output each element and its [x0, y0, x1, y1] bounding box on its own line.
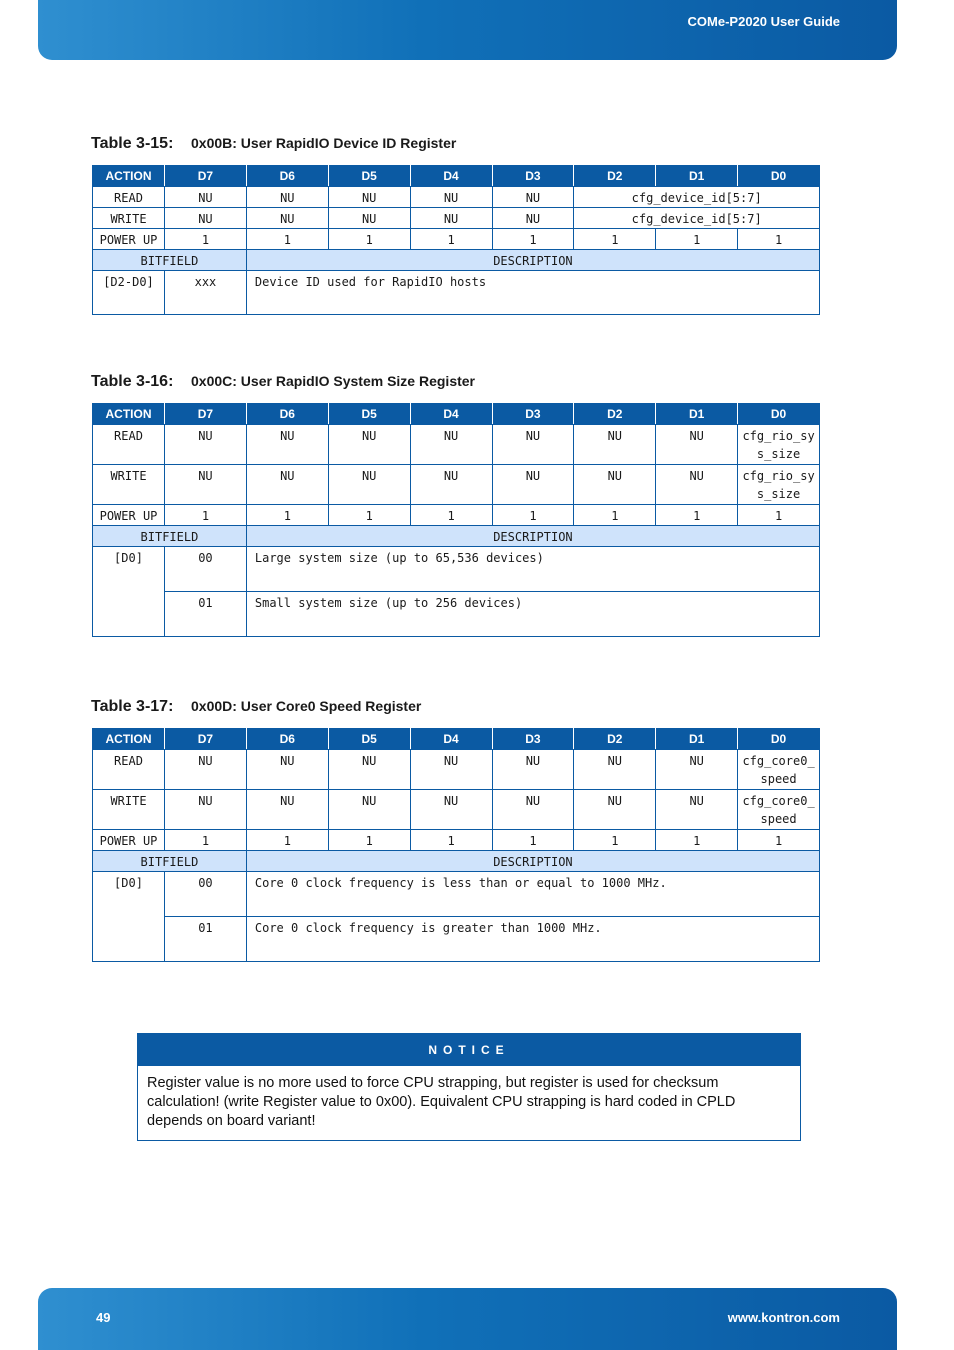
cell: WRITE: [93, 208, 165, 229]
cell: 1: [165, 505, 247, 526]
table-number: Table 3-17:: [91, 698, 174, 715]
cell: NU: [328, 750, 410, 790]
register-table-3-15: [92, 165, 820, 315]
cell: 1: [410, 229, 492, 250]
value-cell: xxx: [165, 271, 247, 315]
write-row: [93, 465, 820, 505]
cell: cfg_rio_sys_size: [738, 425, 820, 465]
bitfield-label: BITFIELD: [93, 851, 247, 872]
cell: NU: [574, 750, 656, 790]
cell: NU: [246, 425, 328, 465]
cell: 1: [656, 229, 738, 250]
cell: 1: [165, 229, 247, 250]
read-row: [93, 750, 820, 790]
register-table-3-17: [92, 728, 820, 962]
guide-title: COMe-P2020 User Guide: [687, 14, 840, 29]
cell: 1: [738, 229, 820, 250]
cell: NU: [656, 465, 738, 505]
table-number: Table 3-16:: [91, 373, 174, 390]
cell: 1: [246, 229, 328, 250]
cell: POWER UP: [93, 830, 165, 851]
description-label: DESCRIPTION: [246, 526, 819, 547]
bitfield-header-row: [93, 250, 820, 271]
cell: READ: [93, 425, 165, 465]
description-cell: Core 0 clock frequency is less than or equal to 1000 MHz.: [246, 872, 819, 917]
cell: 1: [410, 830, 492, 851]
bitfield-row: [93, 271, 820, 315]
bitfield-label: BITFIELD: [93, 250, 247, 271]
cell: NU: [574, 425, 656, 465]
cell: NU: [492, 750, 574, 790]
page-footer: [38, 1288, 897, 1350]
bitfield-row: [93, 872, 820, 917]
col-header: D0: [738, 166, 820, 187]
col-header: ACTION: [93, 404, 165, 425]
notice-body: Register value is no more used to force CPU strapping, but register is used for checksum calculation! (write Register value to 0x00). Equivalent CPU strapping is hard coded in CPLD depends on board variant!: [147, 1075, 736, 1129]
description-label: DESCRIPTION: [246, 851, 819, 872]
cell: NU: [246, 187, 328, 208]
cell: NU: [246, 750, 328, 790]
table-caption-3-15: [91, 135, 456, 153]
cell: NU: [492, 425, 574, 465]
col-header: D1: [656, 166, 738, 187]
cell: NU: [165, 425, 247, 465]
col-header: D0: [738, 729, 820, 750]
col-header: D6: [246, 404, 328, 425]
cell: POWER UP: [93, 229, 165, 250]
notice-box: [137, 1033, 801, 1141]
cell: NU: [574, 465, 656, 505]
header-row: [93, 404, 820, 425]
cell: NU: [656, 425, 738, 465]
table-caption-3-17: [91, 698, 421, 716]
cell: NU: [656, 790, 738, 830]
col-header: D3: [492, 404, 574, 425]
cell: NU: [410, 208, 492, 229]
col-header: D5: [328, 166, 410, 187]
cell: POWER UP: [93, 505, 165, 526]
description-cell: Small system size (up to 256 devices): [246, 592, 819, 637]
bitfield-cell: [D0]: [93, 872, 165, 962]
description-cell: Large system size (up to 65,536 devices): [246, 547, 819, 592]
cell: NU: [492, 187, 574, 208]
page-header: [38, 0, 897, 60]
cell: 1: [738, 505, 820, 526]
table-title: 0x00D: User Core0 Speed Register: [191, 698, 422, 714]
description-label: DESCRIPTION: [246, 250, 819, 271]
cell: NU: [410, 425, 492, 465]
cell: NU: [165, 208, 247, 229]
read-row: [93, 187, 820, 208]
cell: NU: [165, 187, 247, 208]
header-row: [93, 166, 820, 187]
cell: 1: [656, 505, 738, 526]
col-header: D0: [738, 404, 820, 425]
value-cell: 01: [165, 592, 247, 637]
cell: 1: [574, 505, 656, 526]
col-header: D4: [410, 166, 492, 187]
bitfield-header-row: [93, 851, 820, 872]
cell: NU: [328, 208, 410, 229]
table-title: 0x00C: User RapidIO System Size Register: [191, 373, 476, 389]
cell: NU: [165, 465, 247, 505]
notice-heading: NOTICE: [138, 1034, 800, 1066]
cell: cfg_core0_speed: [738, 750, 820, 790]
cell: NU: [492, 208, 574, 229]
description-cell: Core 0 clock frequency is greater than 1000 MHz.: [246, 917, 819, 962]
cell: 1: [328, 229, 410, 250]
cell: 1: [738, 830, 820, 851]
table-title: 0x00B: User RapidIO Device ID Register: [191, 135, 457, 151]
col-header: D7: [165, 404, 247, 425]
cell: 1: [574, 830, 656, 851]
power-up-row: [93, 229, 820, 250]
cell: NU: [492, 790, 574, 830]
cell: NU: [410, 750, 492, 790]
cell: NU: [246, 208, 328, 229]
cell: NU: [246, 790, 328, 830]
cell: NU: [246, 465, 328, 505]
value-cell: 00: [165, 547, 247, 592]
website-link[interactable]: www.kontron.com: [727, 1310, 840, 1325]
cell: cfg_core0_speed: [738, 790, 820, 830]
cell: 1: [492, 229, 574, 250]
col-header: D2: [574, 404, 656, 425]
table-number: Table 3-15:: [91, 135, 174, 152]
read-row: [93, 425, 820, 465]
cell: 1: [165, 830, 247, 851]
cell: NU: [328, 425, 410, 465]
cell: 1: [492, 830, 574, 851]
cell: WRITE: [93, 790, 165, 830]
cell: READ: [93, 187, 165, 208]
col-header: D2: [574, 729, 656, 750]
bitfield-row: [93, 917, 820, 962]
table-caption-3-16: [91, 373, 475, 391]
cell: NU: [410, 187, 492, 208]
cell: 1: [328, 830, 410, 851]
cell: NU: [328, 465, 410, 505]
bitfield-row: [93, 592, 820, 637]
cell: NU: [492, 465, 574, 505]
cell: cfg_device_id[5:7]: [574, 208, 820, 229]
value-cell: 01: [165, 917, 247, 962]
col-header: D4: [410, 404, 492, 425]
cell: NU: [656, 750, 738, 790]
col-header: D3: [492, 729, 574, 750]
cell: 1: [328, 505, 410, 526]
page-number: 49: [96, 1310, 111, 1325]
col-header: D2: [574, 166, 656, 187]
col-header: D1: [656, 404, 738, 425]
write-row: [93, 790, 820, 830]
bitfield-cell: [D0]: [93, 547, 165, 637]
col-header: D6: [246, 166, 328, 187]
power-up-row: [93, 505, 820, 526]
bitfield-header-row: [93, 526, 820, 547]
cell: NU: [574, 790, 656, 830]
cell: cfg_rio_sys_size: [738, 465, 820, 505]
cell: WRITE: [93, 465, 165, 505]
bitfield-label: BITFIELD: [93, 526, 247, 547]
cell: 1: [410, 505, 492, 526]
cell: NU: [328, 790, 410, 830]
col-header: D5: [328, 729, 410, 750]
bitfield-cell: [D2-D0]: [93, 271, 165, 315]
header-row: [93, 729, 820, 750]
cell: NU: [410, 465, 492, 505]
cell: 1: [492, 505, 574, 526]
register-table-3-16: [92, 403, 820, 637]
col-header: D5: [328, 404, 410, 425]
power-up-row: [93, 830, 820, 851]
bitfield-row: [93, 547, 820, 592]
cell: NU: [165, 790, 247, 830]
cell: NU: [165, 750, 247, 790]
cell: NU: [410, 790, 492, 830]
col-header: ACTION: [93, 166, 165, 187]
col-header: D7: [165, 729, 247, 750]
col-header: D3: [492, 166, 574, 187]
col-header: ACTION: [93, 729, 165, 750]
col-header: D6: [246, 729, 328, 750]
cell: 1: [574, 229, 656, 250]
col-header: D1: [656, 729, 738, 750]
write-row: [93, 208, 820, 229]
description-cell: Device ID used for RapidIO hosts: [246, 271, 819, 315]
cell: 1: [656, 830, 738, 851]
cell: 1: [246, 830, 328, 851]
col-header: D4: [410, 729, 492, 750]
cell: cfg_device_id[5:7]: [574, 187, 820, 208]
cell: NU: [328, 187, 410, 208]
value-cell: 00: [165, 872, 247, 917]
col-header: D7: [165, 166, 247, 187]
cell: 1: [246, 505, 328, 526]
cell: READ: [93, 750, 165, 790]
